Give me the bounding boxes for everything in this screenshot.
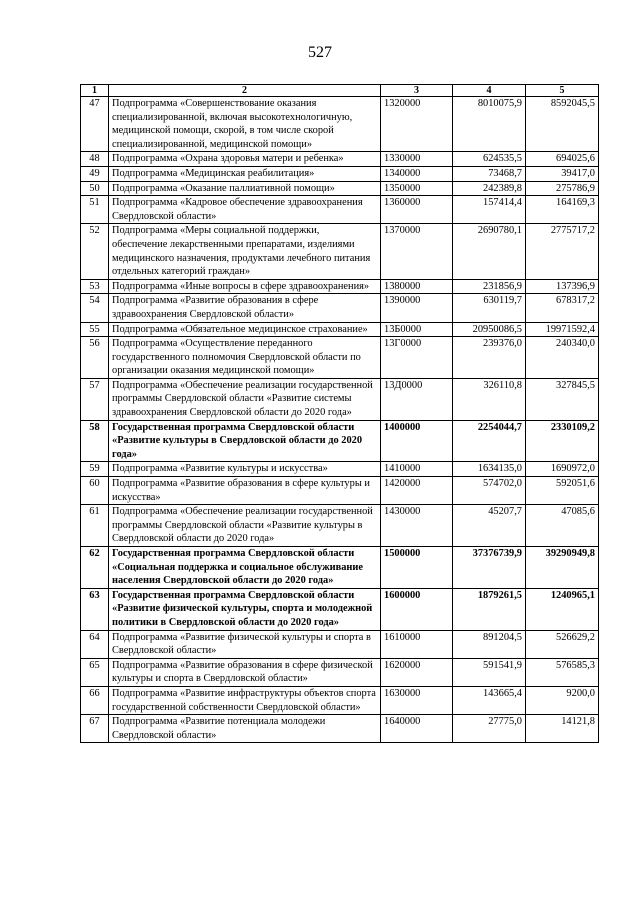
program-code: 13Б0000 bbox=[381, 322, 453, 337]
program-code: 1390000 bbox=[381, 294, 453, 322]
amount-col-5: 526629,2 bbox=[526, 630, 599, 658]
table-row bbox=[81, 686, 599, 714]
table-row bbox=[81, 294, 599, 322]
header-col-4: 4 bbox=[453, 85, 526, 97]
table-row bbox=[81, 337, 599, 379]
program-code: 1360000 bbox=[381, 196, 453, 224]
row-number: 62 bbox=[81, 547, 109, 589]
amount-col-5: 39290949,8 bbox=[526, 547, 599, 589]
row-number: 49 bbox=[81, 166, 109, 181]
amount-col-5: 678317,2 bbox=[526, 294, 599, 322]
row-number: 64 bbox=[81, 630, 109, 658]
amount-col-4: 1879261,5 bbox=[453, 588, 526, 630]
program-name: Подпрограмма «Развитие образования в сфере здравоохранения Свердловской области» bbox=[109, 294, 381, 322]
row-number: 65 bbox=[81, 658, 109, 686]
amount-col-4: 574702,0 bbox=[453, 477, 526, 505]
amount-col-4: 143665,4 bbox=[453, 686, 526, 714]
program-code: 1630000 bbox=[381, 686, 453, 714]
budget-table bbox=[80, 84, 599, 743]
amount-col-4: 630119,7 bbox=[453, 294, 526, 322]
table-row bbox=[81, 715, 599, 743]
table-row bbox=[81, 505, 599, 547]
row-number: 55 bbox=[81, 322, 109, 337]
amount-col-4: 1634135,0 bbox=[453, 462, 526, 477]
row-number: 58 bbox=[81, 420, 109, 462]
program-name: Подпрограмма «Иные вопросы в сфере здравоохранения» bbox=[109, 279, 381, 294]
program-name: Подпрограмма «Развитие физической культуры и спорта в Свердловской области» bbox=[109, 630, 381, 658]
amount-col-5: 2330109,2 bbox=[526, 420, 599, 462]
program-code: 1420000 bbox=[381, 477, 453, 505]
header-col-3: 3 bbox=[381, 85, 453, 97]
header-row bbox=[81, 85, 599, 97]
amount-col-4: 73468,7 bbox=[453, 166, 526, 181]
amount-col-5: 1690972,0 bbox=[526, 462, 599, 477]
program-code: 1350000 bbox=[381, 181, 453, 196]
table-row bbox=[81, 166, 599, 181]
header-col-2: 2 bbox=[109, 85, 381, 97]
amount-col-5: 19971592,4 bbox=[526, 322, 599, 337]
row-number: 53 bbox=[81, 279, 109, 294]
program-code: 1430000 bbox=[381, 505, 453, 547]
amount-col-5: 694025,6 bbox=[526, 152, 599, 167]
row-number: 60 bbox=[81, 477, 109, 505]
row-number: 61 bbox=[81, 505, 109, 547]
table-row bbox=[81, 477, 599, 505]
amount-col-5: 8592045,5 bbox=[526, 97, 599, 152]
amount-col-4: 20950086,5 bbox=[453, 322, 526, 337]
table-row bbox=[81, 547, 599, 589]
program-name: Подпрограмма «Осуществление переданного государственного полномочия Свердловской области по организации оказания медицинской помощи» bbox=[109, 337, 381, 379]
row-number: 51 bbox=[81, 196, 109, 224]
amount-col-5: 137396,9 bbox=[526, 279, 599, 294]
program-name: Подпрограмма «Развитие образования в сфере культуры и искусства» bbox=[109, 477, 381, 505]
header-col-5: 5 bbox=[526, 85, 599, 97]
program-code: 1500000 bbox=[381, 547, 453, 589]
page-number: 527 bbox=[308, 44, 332, 61]
program-code: 1380000 bbox=[381, 279, 453, 294]
amount-col-5: 39417,0 bbox=[526, 166, 599, 181]
program-name: Подпрограмма «Обязательное медицинское страхование» bbox=[109, 322, 381, 337]
program-code: 1370000 bbox=[381, 224, 453, 279]
row-number: 50 bbox=[81, 181, 109, 196]
row-number: 56 bbox=[81, 337, 109, 379]
amount-col-5: 275786,9 bbox=[526, 181, 599, 196]
row-number: 57 bbox=[81, 378, 109, 420]
program-code: 13Г0000 bbox=[381, 337, 453, 379]
program-code: 1600000 bbox=[381, 588, 453, 630]
table-row bbox=[81, 658, 599, 686]
amount-col-5: 240340,0 bbox=[526, 337, 599, 379]
table-row bbox=[81, 420, 599, 462]
program-name: Государственная программа Свердловской области «Развитие физической культуры, спорта и молодежной политики в Свердловской области до 2020 года» bbox=[109, 588, 381, 630]
program-code: 1640000 bbox=[381, 715, 453, 743]
amount-col-4: 2254044,7 bbox=[453, 420, 526, 462]
amount-col-5: 592051,6 bbox=[526, 477, 599, 505]
program-code: 1620000 bbox=[381, 658, 453, 686]
table-row bbox=[81, 378, 599, 420]
amount-col-4: 157414,4 bbox=[453, 196, 526, 224]
program-name: Подпрограмма «Совершенствование оказания специализированной, включая высокотехнологичную, медицинской помощи, скорой, в том числе скорой специализированной, медицинской помощи» bbox=[109, 97, 381, 152]
amount-col-4: 8010075,9 bbox=[453, 97, 526, 152]
amount-col-5: 1240965,1 bbox=[526, 588, 599, 630]
program-name: Государственная программа Свердловской области «Развитие культуры в Свердловской области до 2020 года» bbox=[109, 420, 381, 462]
row-number: 63 bbox=[81, 588, 109, 630]
amount-col-5: 14121,8 bbox=[526, 715, 599, 743]
header-col-1: 1 bbox=[81, 85, 109, 97]
table-row bbox=[81, 196, 599, 224]
program-code: 1610000 bbox=[381, 630, 453, 658]
table-row bbox=[81, 279, 599, 294]
program-code: 1330000 bbox=[381, 152, 453, 167]
table-row bbox=[81, 224, 599, 279]
amount-col-4: 239376,0 bbox=[453, 337, 526, 379]
row-number: 59 bbox=[81, 462, 109, 477]
program-name: Подпрограмма «Развитие потенциала молодежи Свердловской области» bbox=[109, 715, 381, 743]
amount-col-4: 2690780,1 bbox=[453, 224, 526, 279]
program-name: Подпрограмма «Развитие культуры и искусства» bbox=[109, 462, 381, 477]
amount-col-4: 891204,5 bbox=[453, 630, 526, 658]
table-row bbox=[81, 181, 599, 196]
table-row bbox=[81, 322, 599, 337]
amount-col-5: 327845,5 bbox=[526, 378, 599, 420]
table-row bbox=[81, 588, 599, 630]
amount-col-5: 2775717,2 bbox=[526, 224, 599, 279]
program-name: Государственная программа Свердловской области «Социальная поддержка и социальное обслуживание населения Свердловской области до 2020 года» bbox=[109, 547, 381, 589]
amount-col-4: 326110,8 bbox=[453, 378, 526, 420]
program-code: 13Д0000 bbox=[381, 378, 453, 420]
row-number: 52 bbox=[81, 224, 109, 279]
amount-col-4: 231856,9 bbox=[453, 279, 526, 294]
amount-col-4: 624535,5 bbox=[453, 152, 526, 167]
amount-col-5: 9200,0 bbox=[526, 686, 599, 714]
amount-col-5: 576585,3 bbox=[526, 658, 599, 686]
amount-col-4: 27775,0 bbox=[453, 715, 526, 743]
amount-col-4: 591541,9 bbox=[453, 658, 526, 686]
program-code: 1400000 bbox=[381, 420, 453, 462]
program-name: Подпрограмма «Медицинская реабилитация» bbox=[109, 166, 381, 181]
row-number: 48 bbox=[81, 152, 109, 167]
row-number: 67 bbox=[81, 715, 109, 743]
program-name: Подпрограмма «Кадровое обеспечение здравоохранения Свердловской области» bbox=[109, 196, 381, 224]
amount-col-4: 37376739,9 bbox=[453, 547, 526, 589]
amount-col-5: 47085,6 bbox=[526, 505, 599, 547]
program-name: Подпрограмма «Развитие образования в сфере физической культуры и спорта в Свердловской области» bbox=[109, 658, 381, 686]
amount-col-4: 45207,7 bbox=[453, 505, 526, 547]
program-code: 1320000 bbox=[381, 97, 453, 152]
program-name: Подпрограмма «Обеспечение реализации государственной программы Свердловской области «Развитие культуры в Свердловской области до 2020 года» bbox=[109, 505, 381, 547]
program-name: Подпрограмма «Обеспечение реализации государственной программы Свердловской области «Развитие системы здравоохранения Свердловской области до 2020 года» bbox=[109, 378, 381, 420]
row-number: 47 bbox=[81, 97, 109, 152]
table-row bbox=[81, 462, 599, 477]
table-row bbox=[81, 152, 599, 167]
table-row bbox=[81, 97, 599, 152]
program-name: Подпрограмма «Меры социальной поддержки, обеспечение лекарственными препаратами, изделиями медицинского назначения, продуктами лечебного питания отдельных категорий граждан» bbox=[109, 224, 381, 279]
amount-col-4: 242389,8 bbox=[453, 181, 526, 196]
program-code: 1410000 bbox=[381, 462, 453, 477]
row-number: 66 bbox=[81, 686, 109, 714]
row-number: 54 bbox=[81, 294, 109, 322]
program-code: 1340000 bbox=[381, 166, 453, 181]
program-name: Подпрограмма «Развитие инфраструктуры объектов спорта государственной собственности Свердловской области» bbox=[109, 686, 381, 714]
program-name: Подпрограмма «Охрана здоровья матери и ребенка» bbox=[109, 152, 381, 167]
amount-col-5: 164169,3 bbox=[526, 196, 599, 224]
table-row bbox=[81, 630, 599, 658]
program-name: Подпрограмма «Оказание паллиативной помощи» bbox=[109, 181, 381, 196]
